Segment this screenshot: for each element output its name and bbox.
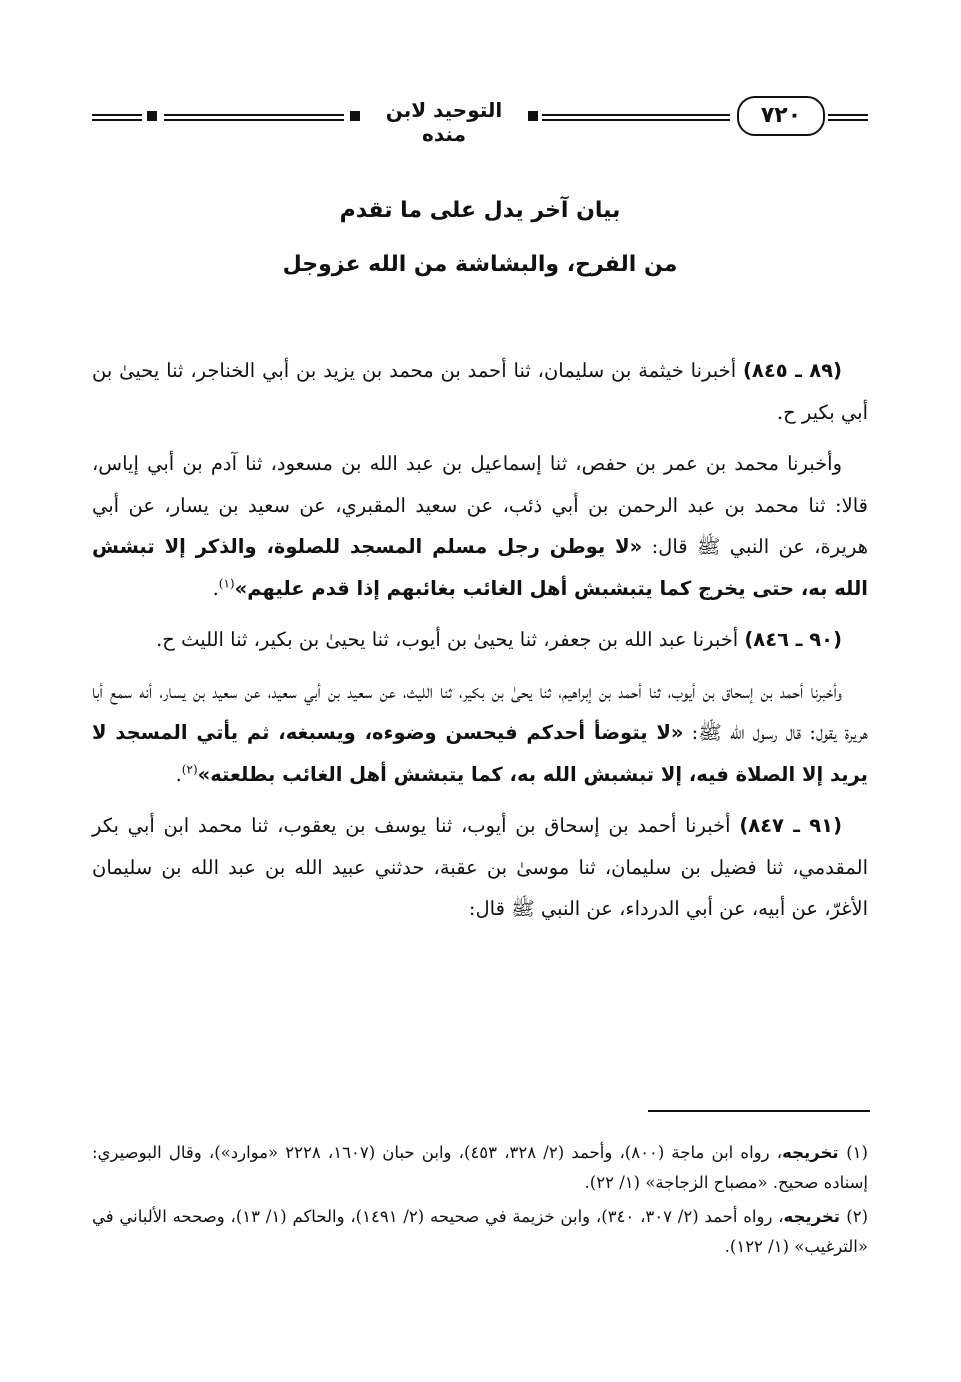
- footnote-text: ، رواه أحمد (٢/ ٣٠٧، ٣٤٠)، وابن خزيمة في صحيحه (٢/ ١٤٩١)، والحاكم (١/ ١٣)، وصححه الألباني في «الترغيب» (١/ ١٢٢).: [92, 1207, 868, 1256]
- hadith-text: أخبرنا أحمد بن إسحاق بن أيوب، ثنا يوسف بن يعقوب، ثنا محمد ابن أبي بكر المقدمي، ثنا فضيل بن سليمان، ثنا موسىٰ بن عقبة، حدثني عبيد الله بن عبد الله بن سليمان الأغرّ، عن أبيه، عن أبي الدرداء، عن النبي ﷺ قال:: [92, 814, 868, 920]
- main-text: [92, 350, 868, 940]
- running-header: [92, 94, 868, 146]
- footnote-ref: (٢): [181, 762, 198, 776]
- footnote-label: تخريجه: [782, 1143, 847, 1162]
- footnote-label: تخريجه: [783, 1207, 847, 1226]
- footnote-marker: (٢): [846, 1207, 869, 1226]
- paragraph-end: .: [175, 762, 182, 786]
- header-rule: [164, 114, 344, 121]
- footnote: [92, 1138, 868, 1198]
- chapter-title-line-2: من الفرح، والبشاشة من الله عزوجل: [282, 252, 678, 277]
- hadith-paragraph: [92, 805, 868, 930]
- header-square: [147, 111, 157, 121]
- header-square: [528, 111, 538, 121]
- book-title: التوحيد لابن منده: [385, 98, 503, 146]
- page-number: ٧٢٠: [737, 96, 825, 136]
- footnote-separator: [648, 1110, 870, 1112]
- hadith-number: (٨٩ ـ ٨٤٥): [743, 359, 842, 382]
- hadith-text: أخبرنا خيثمة بن سليمان، ثنا أحمد بن محمد بن يزيد بن أبي الخناجر، ثنا يحيىٰ بن أبي بكير ح.: [92, 359, 868, 424]
- hadith-matn: «لا يتوضأ أحدكم فيحسن وضوءه، ويسبغه، ثم يأتي المسجد لا يريد إلا الصلاة فيه، إلا تبشبش الله به، كما يتبشش أهل الغائب بطلعته»: [92, 721, 868, 786]
- hadith-text: وأخبرنا أحمد بن إسحاق بن أيوب، ثنا أحمد بن إبراهيم، ثنا يحىٰ بن بكير، ثنا الليث، عن سعيد بن أبي سعيد، عن سعيد بن يسار، أنه سمع أبا هريرة يقول: قال رسول الله ﷺ:: [92, 679, 868, 744]
- hadith-text: أخبرنا عبد الله بن جعفر، ثنا يحيىٰ بن أيوب، ثنا يحيىٰ بن بكير، ثنا الليث ح.: [156, 628, 745, 651]
- footnote-ref: (١): [218, 576, 235, 590]
- footnotes: [92, 1138, 868, 1266]
- hadith-paragraph: [92, 671, 868, 796]
- hadith-number: (٩٠ ـ ٨٤٦): [744, 628, 842, 651]
- paragraph-end: .: [212, 576, 219, 600]
- hadith-number: (٩١ ـ ٨٤٧): [739, 814, 842, 837]
- header-rule: [828, 114, 868, 121]
- hadith-paragraph: [92, 619, 868, 661]
- header-rule: [92, 114, 142, 121]
- footnote: [92, 1202, 868, 1262]
- hadith-matn: «لا يوطن رجل مسلم المسجد للصلوة، والذكر إلا تبشش الله به، حتى يخرج كما يتبشبش أهل الغائب بغائبهم إذا قدم عليهم»: [92, 535, 868, 600]
- hadith-paragraph: [92, 350, 868, 433]
- footnote-marker: (١): [846, 1143, 868, 1162]
- header-rule: [542, 114, 730, 121]
- footnote-text: ، رواه ابن ماجة (٨٠٠)، وأحمد (٢/ ٣٢٨، ٤٥٣)، وابن حبان (١٦٠٧، ٢٢٢٨ «موارد»)، وقال البوصيري: إسناده صحيح. «مصباح الزجاجة» (١/ ٢٢).: [92, 1143, 868, 1192]
- hadith-paragraph: [92, 443, 868, 609]
- header-square: [350, 111, 360, 121]
- hadith-text: وأخبرنا محمد بن عمر بن حفص، ثنا إسماعيل بن عبد الله بن مسعود، ثنا آدم بن أبي إياس، قالا: ثنا محمد بن عبد الرحمن بن أبي ذئب، عن سعيد المقبري، عن سعيد بن يسار، عن أبي هريرة، عن النبي ﷺ قال:: [92, 452, 868, 558]
- chapter-title-line-1: بيان آخر يدل على ما تقدم: [339, 198, 621, 223]
